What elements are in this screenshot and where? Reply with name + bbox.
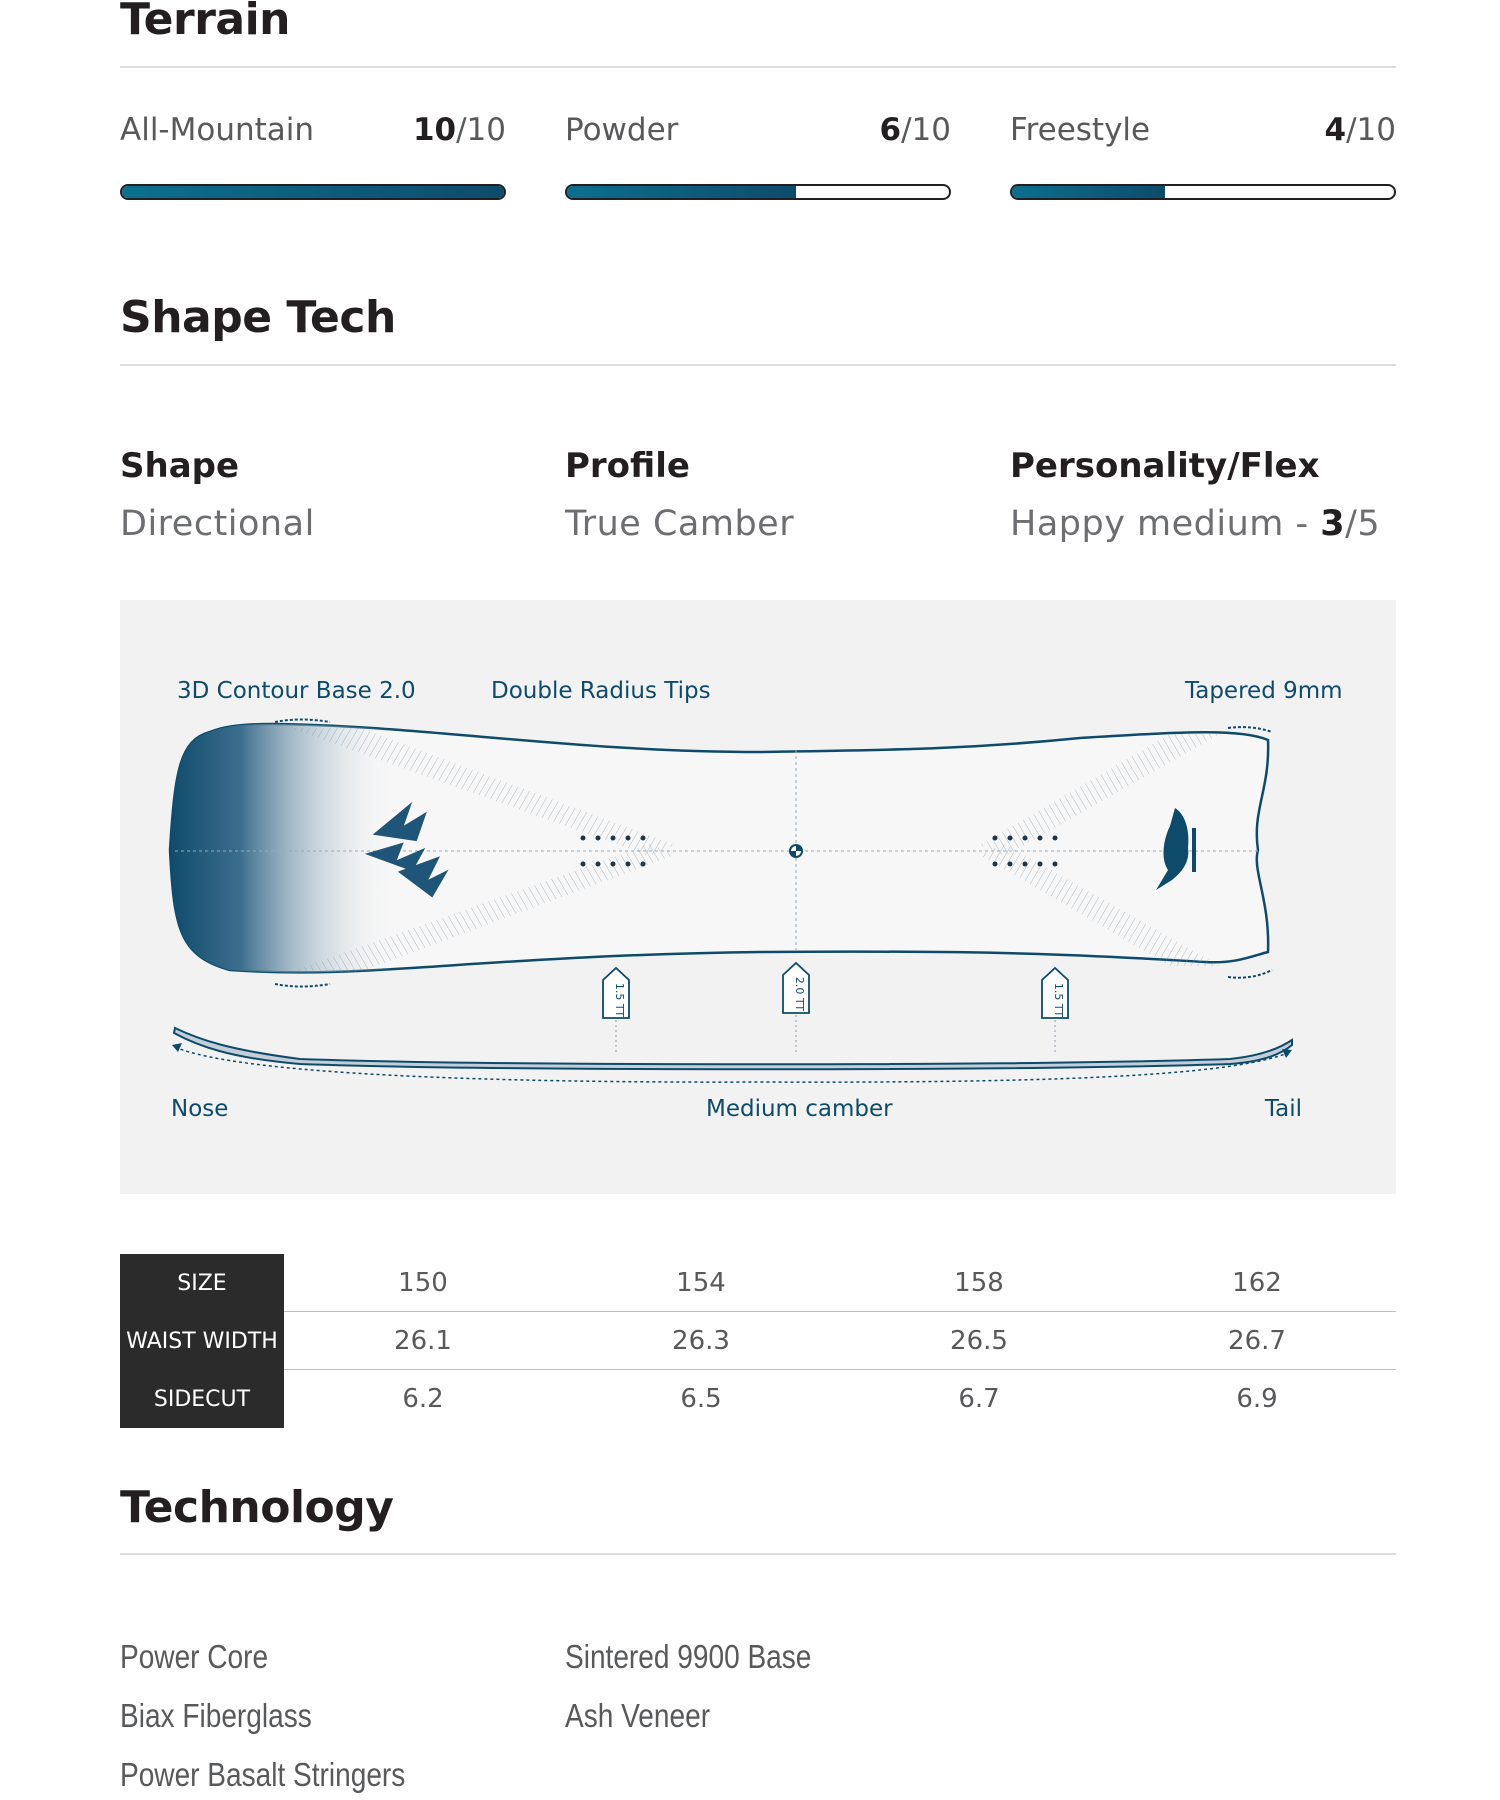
- rating-bar-fill: [1012, 186, 1165, 198]
- diagram-label-tips: Double Radius Tips: [491, 678, 711, 704]
- technology-title: Technology: [120, 1482, 394, 1533]
- diagram-label-tail: Tail: [1264, 1096, 1302, 1122]
- rating-bar: [1010, 184, 1396, 200]
- table-cell: 26.5: [950, 1326, 1008, 1356]
- diagram-label-contour: 3D Contour Base 2.0: [177, 678, 416, 704]
- terrain-score: 4/10: [1324, 112, 1396, 148]
- spec-value: Directional: [120, 504, 315, 544]
- terrain-label: Freestyle: [1010, 112, 1151, 148]
- diagram-label-camber: Medium camber: [706, 1096, 893, 1122]
- terrain-score: 10/10: [412, 112, 506, 148]
- terrain-title: Terrain: [120, 0, 291, 45]
- rating-bar: [565, 184, 951, 200]
- camber-profile: [174, 1028, 1292, 1069]
- table-cell: 6.7: [958, 1384, 1000, 1414]
- diagram-label-nose: Nose: [171, 1096, 229, 1122]
- terrain-ratings: [120, 0, 1396, 220]
- spec-shape: [120, 446, 550, 544]
- tech-item: Power Basalt Stringers: [120, 1756, 406, 1793]
- tech-item: Sintered 9900 Base: [565, 1638, 812, 1675]
- table-cell: 26.3: [672, 1326, 730, 1356]
- spec-profile: [565, 446, 995, 544]
- table-cell: 6.5: [680, 1384, 722, 1414]
- table-header-sidecut: SIDECUT: [153, 1387, 251, 1412]
- table-cell: 26.7: [1228, 1326, 1286, 1356]
- size-table: [120, 1254, 1396, 1428]
- shape-tech-divider: [120, 364, 1396, 366]
- spec-label: Personality/Flex: [1010, 446, 1320, 486]
- rating-bar: [120, 184, 506, 200]
- insert-tag-label: 1.5 TT: [613, 982, 626, 1018]
- spec-label: Profile: [565, 446, 690, 486]
- table-cell: 26.1: [394, 1326, 452, 1356]
- rating-bar-fill: [567, 186, 796, 198]
- tech-item: Power Core: [120, 1638, 269, 1675]
- terrain-label: All-Mountain: [120, 112, 315, 148]
- table-cell: 6.9: [1236, 1384, 1278, 1414]
- terrain-score: 6/10: [879, 112, 951, 148]
- table-cell: 150: [398, 1268, 448, 1298]
- table-header-waist-width: WAIST WIDTH: [126, 1329, 278, 1354]
- table-header-size: SIZE: [177, 1271, 227, 1296]
- technology-divider: [120, 1553, 1396, 1555]
- table-row-divider: [284, 1311, 1396, 1312]
- shape-tech-title: Shape Tech: [120, 292, 396, 343]
- board-diagram: [120, 600, 1396, 1194]
- table-cell: 162: [1232, 1268, 1282, 1298]
- terrain-label: Powder: [565, 112, 679, 148]
- table-cell: 6.2: [402, 1384, 444, 1414]
- spec-label: Shape: [120, 446, 240, 486]
- spec-personality-flex: [1010, 446, 1440, 544]
- insert-tag-label: 2.0 TT: [793, 976, 806, 1012]
- rating-bar-fill: [122, 186, 504, 198]
- tech-item: Biax Fiberglass: [120, 1697, 312, 1734]
- diagram-label-tapered: Tapered 9mm: [1185, 678, 1343, 704]
- table-cell: 154: [676, 1268, 726, 1298]
- table-cell: 158: [954, 1268, 1004, 1298]
- table-row-divider: [284, 1369, 1396, 1370]
- spec-value: Happy medium - 3/5: [1010, 504, 1381, 544]
- tech-item: Ash Veneer: [565, 1697, 711, 1734]
- insert-tag-label: 1.5 TT: [1052, 982, 1065, 1018]
- spec-value: True Camber: [565, 504, 795, 544]
